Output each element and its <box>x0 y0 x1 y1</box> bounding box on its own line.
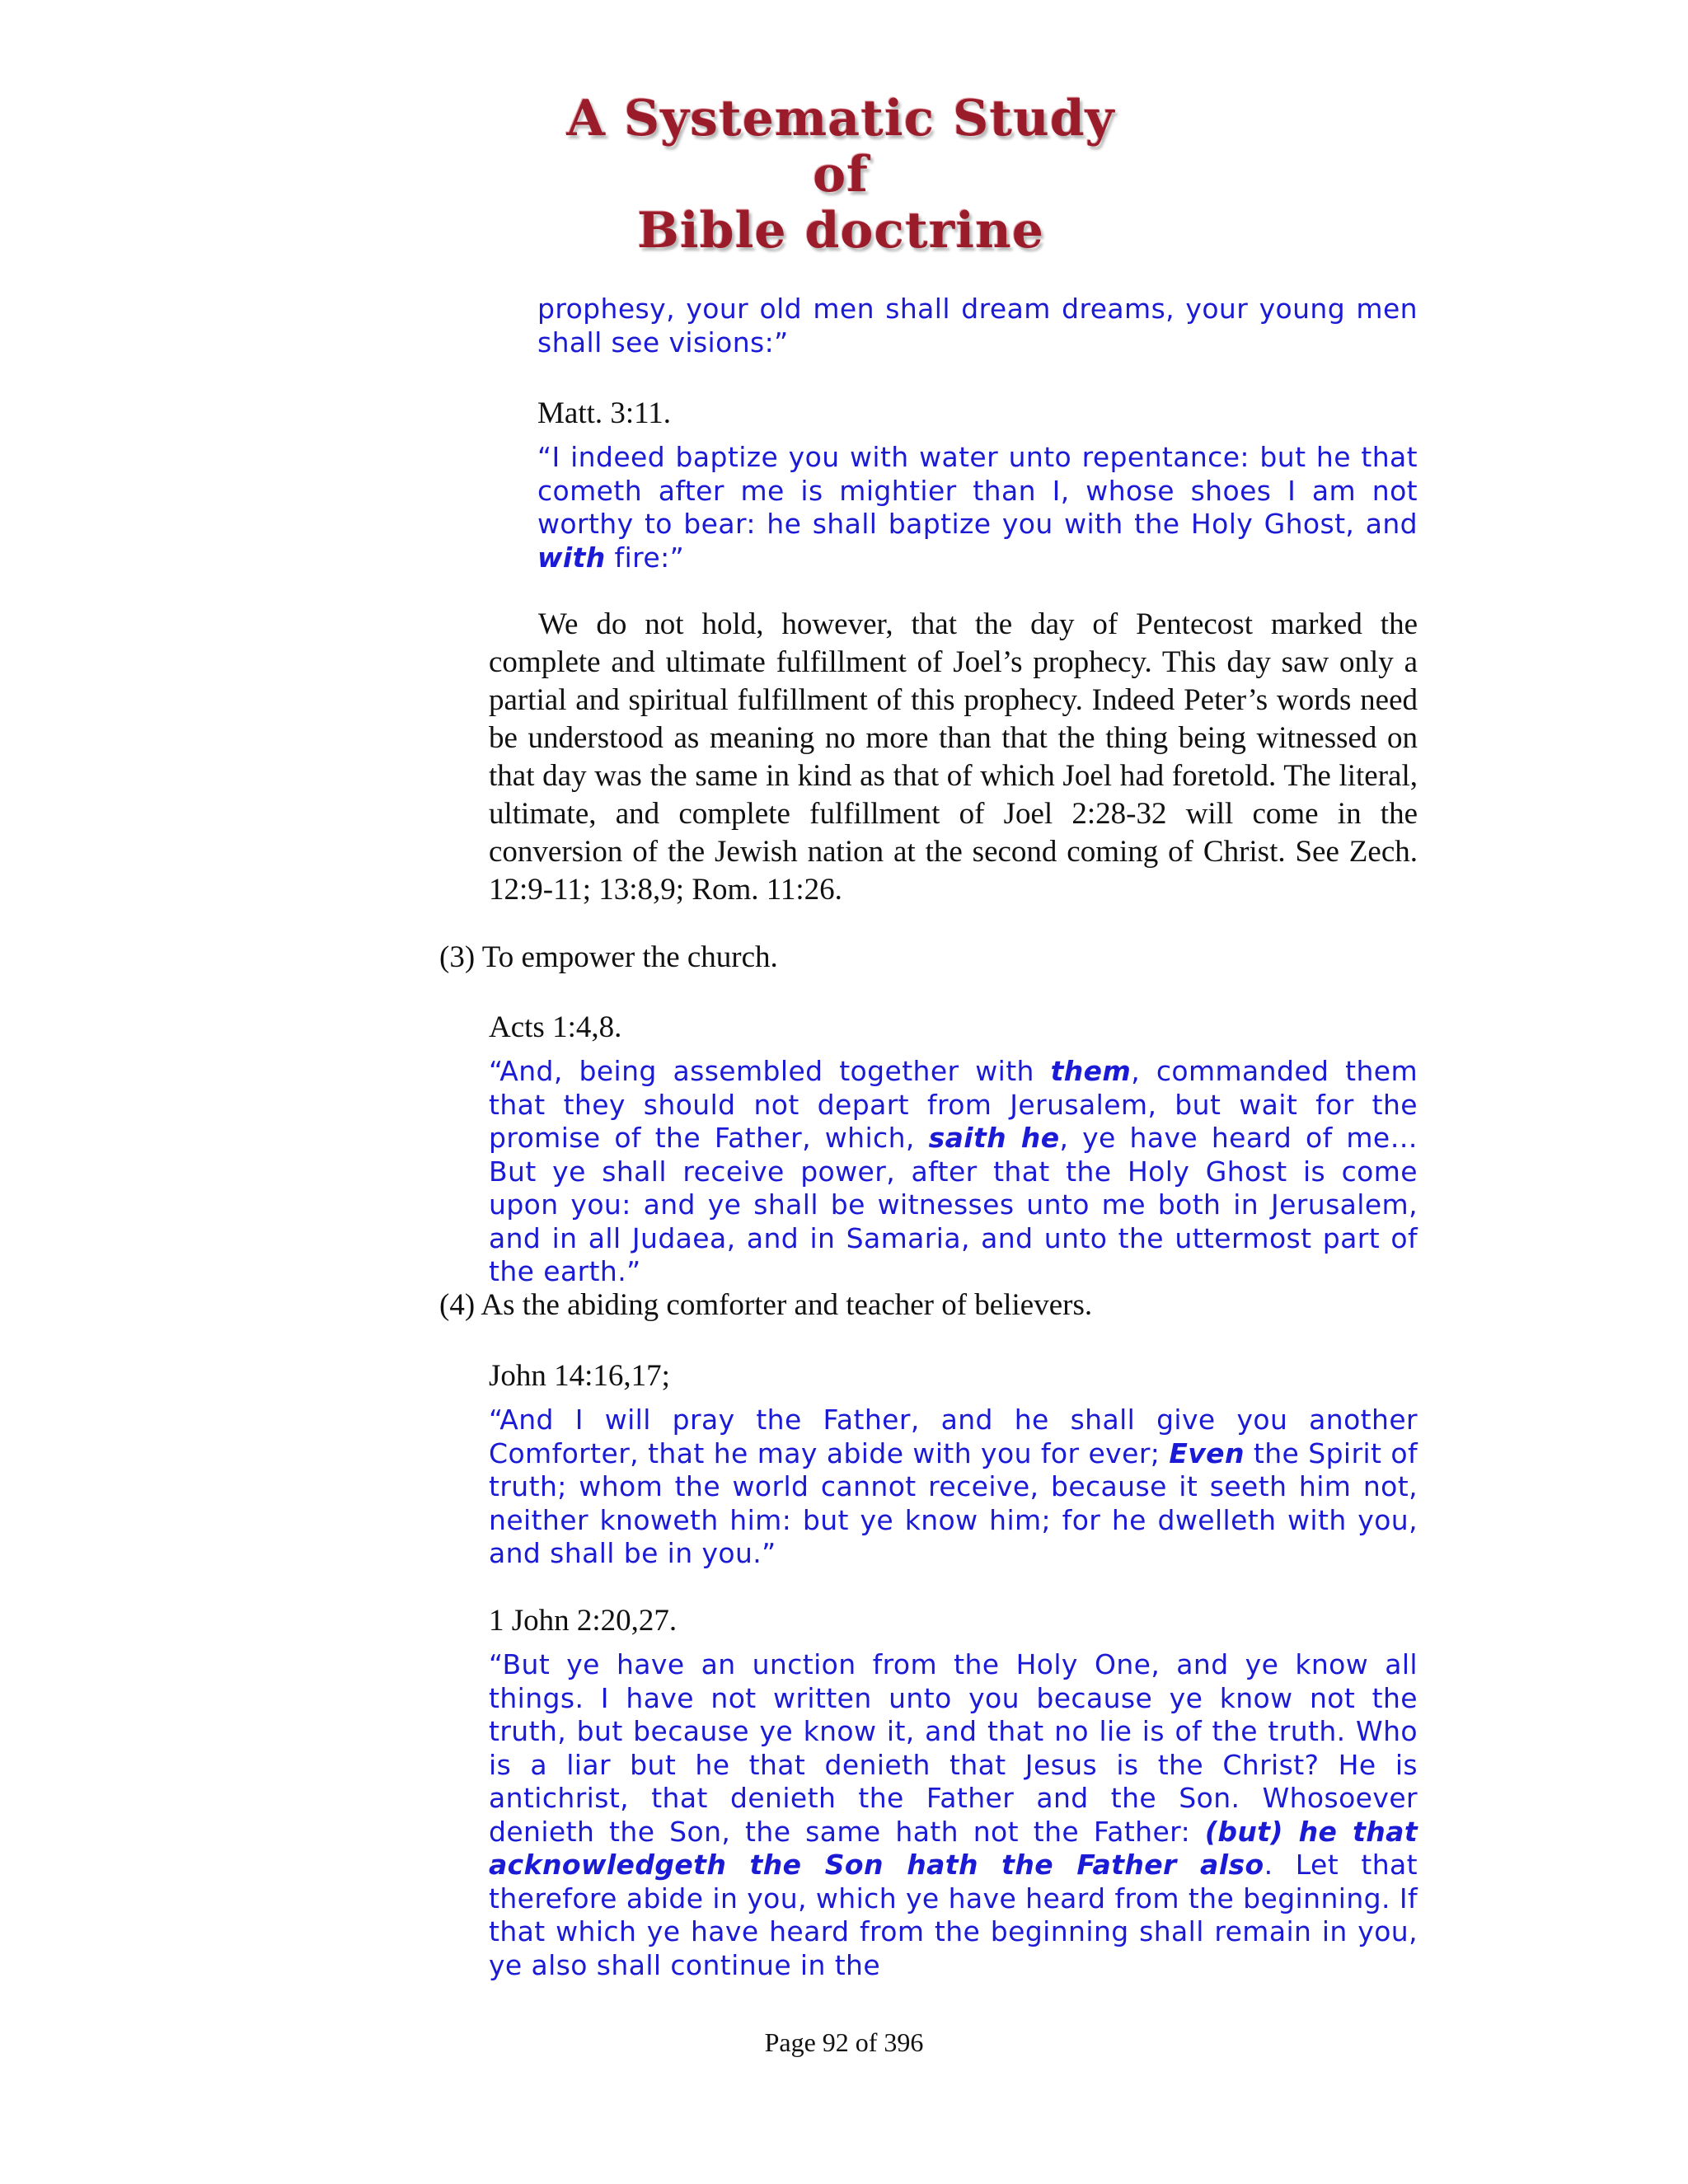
body-paragraph-pentecost: We do not hold, however, that the day of Pentecost marked the complete and ultimate fulfillment of Joel’s prophecy. This day saw only a partial and spiritual fulfillment of this prophecy. Indeed Peter’s words need be understood as meaning no more than that the thing being witnessed on that day was the same in kind as that of which Joel had foretold. The literal, ultimate, and complete fulfillment of Joel 2:28-32 will come in the conversion of the Jewish nation at the second coming of Christ. See Zech. 12:9-11; 13:8,9; Rom. 11:26. <box>489 607 1418 907</box>
title-line-2: Bible doctrine <box>637 202 1044 260</box>
scripture-1-john-emphasis: (but) he that acknowledgeth the Son hath the Father also <box>489 1815 1418 1881</box>
scripture-matt-text-b: fire:” <box>605 541 685 574</box>
scripture-matt-text-a: “I indeed baptize you with water unto repentance: but he that cometh after me is mightier than I, whose shoes I am not worthy to bear: he shall baptize you with the Holy Ghost, and <box>537 441 1418 540</box>
scripture-joel-continuation: prophesy, your old men shall dream dreams, your young men shall see visions:” <box>537 293 1418 359</box>
reference-matt: Matt. 3:11. <box>537 396 672 430</box>
scripture-acts-emphasis-1: them <box>1050 1055 1132 1087</box>
scripture-acts-text-b: , commanded them that they should not depart from Jerusalem, but wait for the promise of the Father, which, <box>489 1055 1418 1154</box>
title-line-1: A Systematic Study of <box>566 90 1115 204</box>
scripture-john-14-text-a: “And I will pray the Father, and he shall give you another Comforter, that he may abide with you for ever; <box>489 1404 1418 1469</box>
scripture-acts-emphasis-2: saith he <box>928 1122 1060 1154</box>
point-4-heading: (4) As the abiding comforter and teacher of believers. <box>439 1288 1093 1322</box>
scripture-john-14-emphasis: Even <box>1169 1436 1245 1469</box>
scripture-matt <box>537 441 1418 574</box>
scripture-matt-emphasis: with <box>537 541 606 574</box>
page-number-footer: Page 92 of 396 <box>764 2027 924 2057</box>
scripture-1-john-text-a: “But ye have an unction from the Holy One, and ye know all things. I have not written unto you because ye know not the truth, but because ye know it, and that no lie is of the truth. Who is a liar but he that denieth that Jesus is the Christ? He is antichrist, that denieth the Father and the Son. Whosoever denieth the Son, the same hath not the Father: <box>489 1648 1418 1848</box>
reference-1-john-2: 1 John 2:20,27. <box>489 1604 678 1638</box>
reference-john-14: John 14:16,17; <box>489 1359 670 1393</box>
scripture-john-14 <box>489 1404 1418 1571</box>
scripture-acts <box>489 1055 1418 1289</box>
point-3-heading: (3) To empower the church. <box>439 940 778 974</box>
scripture-john-14-text-b: the Spirit of truth; whom the world cannot receive, because it seeth him not, neither knoweth him: but ye know him; for he dwelleth with you, and shall be in you.” <box>489 1436 1418 1569</box>
document-title-logo <box>544 90 1137 260</box>
scripture-acts-text-c: , ye have heard of me… But ye shall receive power, after that the Holy Ghost is come upon you: and ye shall be witnesses unto me both in Jerusalem, and in all Judaea, and in Samaria, and unto the uttermost part of the earth.” <box>489 1122 1418 1287</box>
scripture-acts-text-a: “And, being assembled together with <box>489 1055 1051 1087</box>
scripture-1-john-2 <box>489 1648 1418 1982</box>
reference-acts: Acts 1:4,8. <box>489 1010 622 1044</box>
scripture-1-john-text-b: . Let that therefore abide in you, which ye have heard from the beginning. If that which ye have heard from the beginning shall remain in you, ye also shall continue in the <box>489 1849 1418 1981</box>
